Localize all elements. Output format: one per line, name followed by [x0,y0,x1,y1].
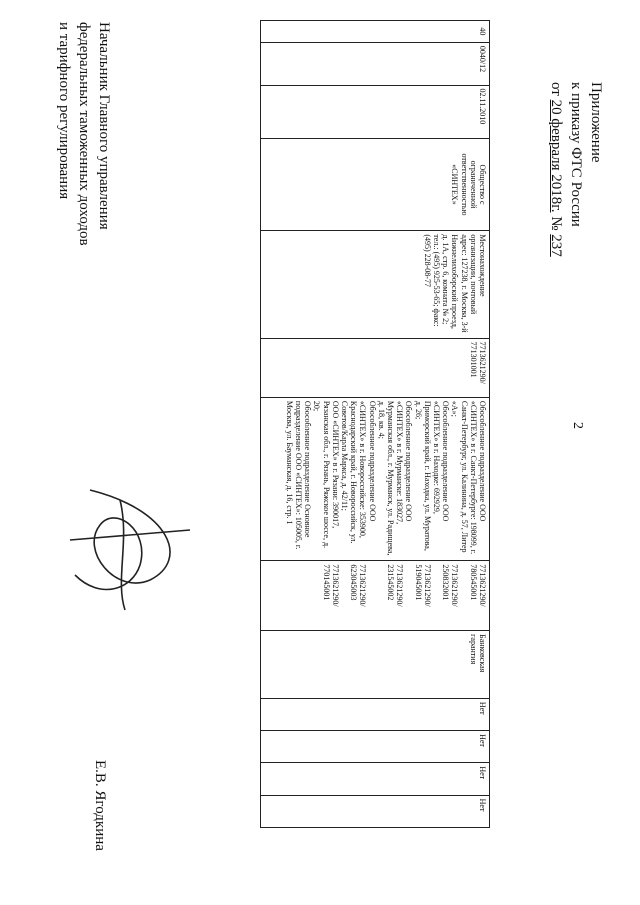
cell-branches: Обособленное подразделение ООО «СИНТЕХ» в г. Санкт-Петербурге: 198099, г. Санкт-Петербург, ул. Калинина, д. 57, Литер «А»; Обособленное подразделение ООО «СИНТЕХ» в г. Находке: 692929, Приморский край, г. Находка, ул. Муратова, д. 26; Обособленное подразделение ООО «СИНТЕХ» в г. Мурманске: 183027, Мурманская обл., г. Мурманск, ул. Радищева, д. 18, кв. 4; Обособленное подразделение ООО «СИНТЕХ» в г. Новороссийске: 353900, Краснодарский край, г. Новороссийск, ул. Советов/Карла Маркса, д. 42/11; ООО «СИНТЕХ» в г. Рязани: 390017, Рязанская обл., г. Рязань, Ряжское шоссе, д. 20; Обособленное подразделение Основное подразделение ООО «СИНТЕХ»: 105005, г. Москва, ул. Бауманская, д. 16, стр. 1 [261,397,490,560]
header-line1: Приложение [588,82,604,163]
signatory-name: Е.В. Ягодкина [92,760,108,851]
cell-inn-kpp: 7713621290/ 771301001 [261,338,490,397]
signature-image [50,470,210,620]
header-number-sign: № [548,216,564,231]
appendix-header [546,82,606,312]
cell-org-name: Общество с ограниченной ответственностью «СИНТЕХ» [261,138,490,231]
header-from: от [548,82,564,96]
footer-line2: федеральных таможенных доходов [76,22,92,246]
cell-col12: Нет [261,763,490,795]
cell-col10: Нет [261,698,490,730]
footer-line1: Начальник Главного управления [96,22,112,230]
cell-date: 02.11.2010 [261,85,490,138]
header-line2: к приказу ФТС России [568,82,584,227]
cell-reg-number: 0040/12 [261,42,490,85]
header-line3 [546,82,566,312]
header-date: 20 февраля 2018г. [548,99,564,213]
table-row [261,21,490,828]
header-number: 237 [548,234,564,257]
cell-location: Местонахождение организации, почтовый адрес: 127238, г. Москва, 3-й Нижнелихоборский проезд, д. 1А, стр. 6, комната № 2; тел.: (495) 925-53-65; факс: (495) 228-08-77 [261,231,490,338]
footer-title [54,22,114,342]
cell-col13: Нет [261,795,490,827]
cell-col11: Нет [261,731,490,763]
cell-branch-inn: 7713621290/ 780545001 7713621290/ 250832001 7713621290/ 519045001 7713621290/ 231545002 7713621290/ 623045003 7713621290/ 770145001 [261,561,490,631]
footer-line3: и тарифного регулирования [56,22,72,200]
cell-row-number: 40 [261,21,490,43]
page-number: 2 [570,422,585,429]
register-table [260,20,490,828]
cell-guarantee: Банковская гарантия [261,631,490,699]
